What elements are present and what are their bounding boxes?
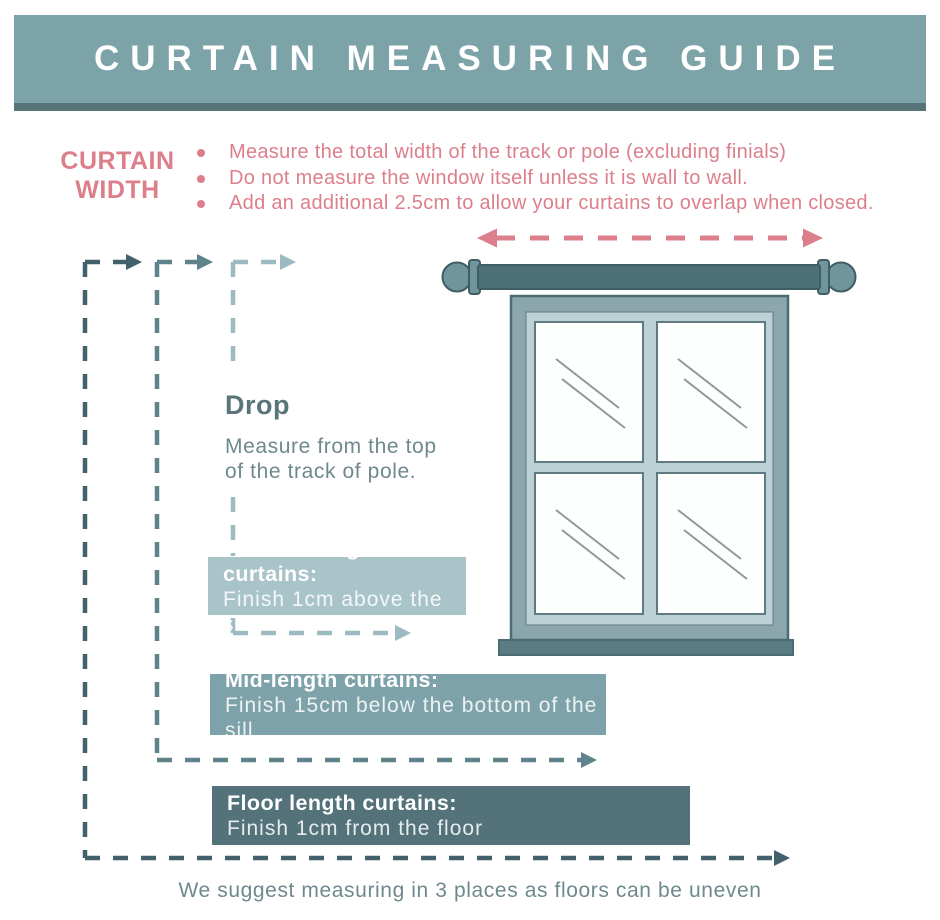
curtain-width-label-line2: WIDTH <box>75 176 160 204</box>
mid-line-bottom-arrow-icon <box>581 752 597 768</box>
window-pane-bottom-left <box>535 473 643 614</box>
bullet-text: Measure the total width of the track or pole (excluding finials) <box>229 141 787 163</box>
window-length-subtitle: Finish 1cm above the sill <box>223 588 443 636</box>
drop-description-line1: Measure from the top <box>225 435 437 458</box>
window-pane <box>657 473 765 614</box>
width-measure-arrow <box>477 229 823 248</box>
curtain-width-label-line1: CURTAIN <box>60 147 175 175</box>
page-title: CURTAIN MEASURING GUIDE <box>93 39 847 78</box>
mid-line-top-arrow-icon <box>197 254 213 270</box>
window-pane-top-left <box>535 322 643 462</box>
window-pane-bottom-right <box>657 473 765 614</box>
drop-description <box>225 434 437 484</box>
window-illustration <box>499 296 793 655</box>
pole-finial-left <box>443 263 472 292</box>
footer-note: We suggest measuring in 3 places as floors can be uneven <box>178 879 762 902</box>
curtain-pole <box>443 260 856 294</box>
floor-length-subtitle: Finish 1cm from the floor <box>227 817 484 840</box>
mid-length-box <box>210 667 606 742</box>
width-arrow-head-left-icon <box>477 229 497 248</box>
window-length-box <box>208 536 466 636</box>
window-sill <box>499 640 793 655</box>
window-line-top-arrow-icon <box>280 254 296 270</box>
window-pane-top-right <box>657 322 765 462</box>
window-length-title: Window length curtains: <box>223 536 381 586</box>
width-arrow-head-right-icon <box>803 229 823 248</box>
drop-description-line2: of the track of pole. <box>225 460 417 483</box>
pole-rod <box>478 265 820 289</box>
window-pane <box>535 322 643 462</box>
window-pane <box>535 473 643 614</box>
drop-heading: Drop <box>225 390 290 420</box>
bullet-text: Do not measure the window itself unless it is wall to wall. <box>229 166 749 189</box>
mid-length-title: Mid-length curtains: <box>225 667 439 692</box>
bullet-text: Add an additional 2.5cm to allow your curtains to overlap when closed. <box>229 192 874 215</box>
floor-length-title: Floor length curtains: <box>227 791 457 815</box>
floor-length-box <box>212 786 690 845</box>
pole-finial-right <box>827 263 856 292</box>
window-pane <box>657 322 765 462</box>
mid-length-subtitle: Finish 15cm below the bottom of the sill <box>225 693 598 742</box>
floor-line-bottom-arrow-icon <box>774 850 790 866</box>
floor-line-top-arrow-icon <box>126 254 142 270</box>
